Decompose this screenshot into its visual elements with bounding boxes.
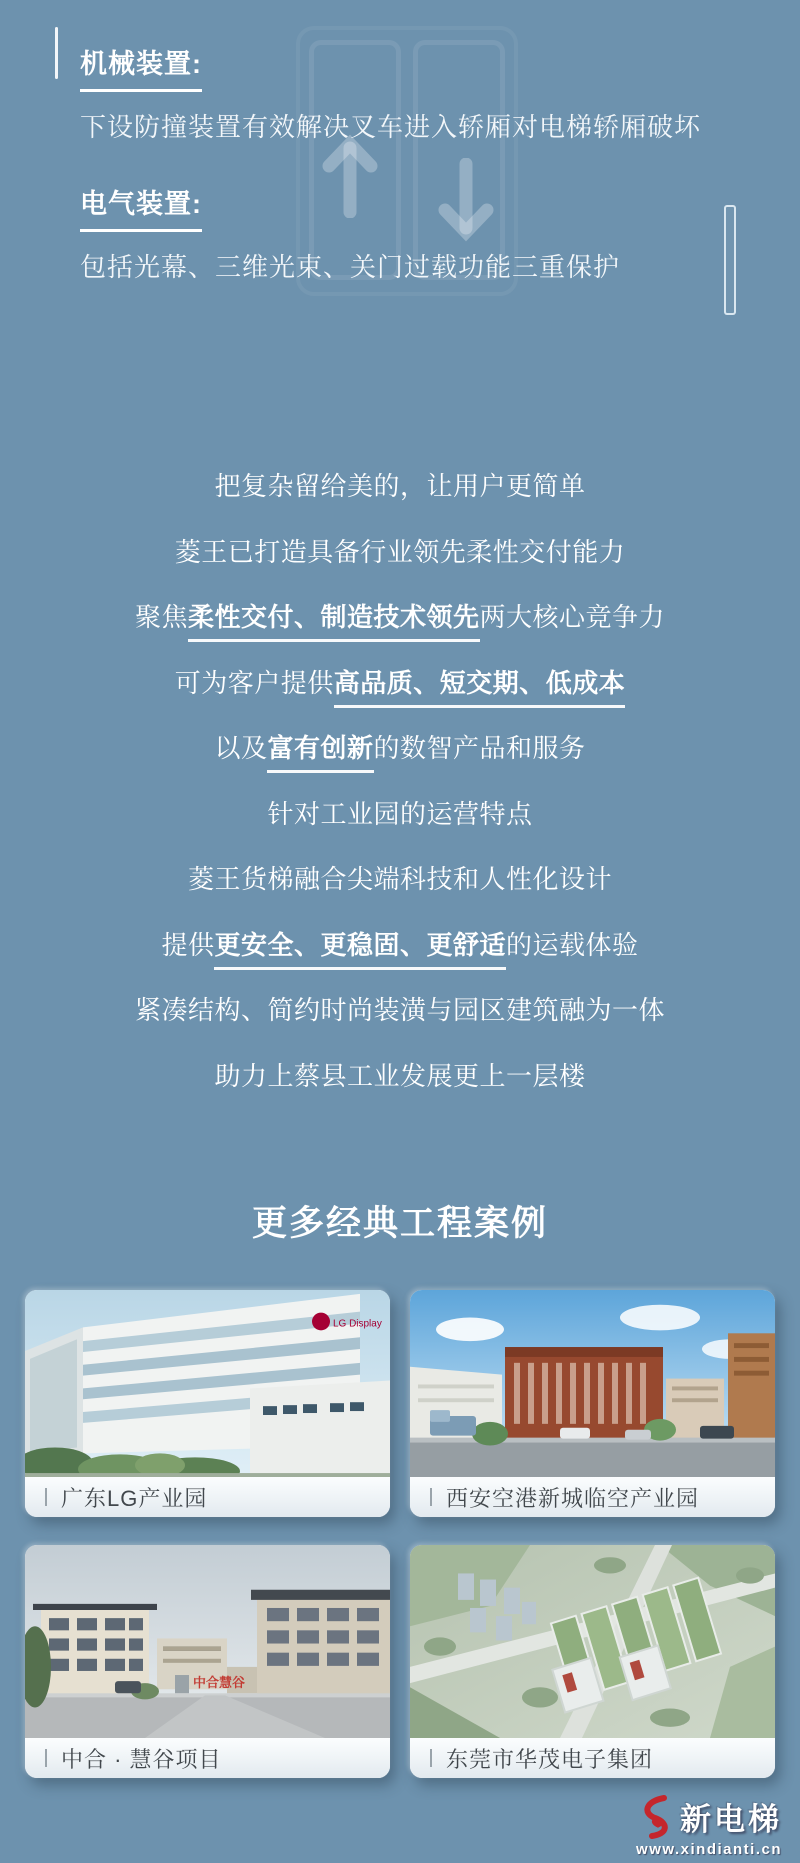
case-image-aerial-park <box>410 1545 775 1738</box>
slogan-line: 菱王已打造具备行业领先柔性交付能力 <box>174 536 626 567</box>
slogan-line: 可为客户提供高品质、短交期、低成本 <box>0 651 800 717</box>
case-caption <box>25 1477 390 1517</box>
feature-body: 下设防撞装置有效解决叉车进入轿厢对电梯轿厢破坏 <box>80 112 702 142</box>
case-image-lg-building <box>25 1290 390 1477</box>
slogan-line: 提供更安全、更稳固、更舒适的运载体验 <box>0 913 800 979</box>
case-card-dongguan-huamao <box>410 1545 775 1778</box>
caption-text: 中合 · 慧谷项目 <box>61 1746 222 1772</box>
slogan-line: 聚焦柔性交付、制造技术领先两大核心竞争力 <box>0 585 800 651</box>
case-image-xian-park <box>410 1290 775 1477</box>
slogan-line: 把复杂留给美的，让用户更简单 <box>214 471 586 501</box>
slogan-block <box>0 454 800 1109</box>
caption-tick <box>45 1749 47 1767</box>
caption-text: 东莞市华茂电子集团 <box>446 1746 654 1772</box>
brand-logo-icon <box>634 1793 676 1839</box>
feature-title: 电气装置: <box>80 182 202 232</box>
case-image-huigu-project <box>25 1545 390 1738</box>
caption-tick <box>45 1488 47 1506</box>
brand-name: 新电梯 <box>680 1801 782 1837</box>
slogan-line: 助力上蔡县工业发展更上一层楼 <box>214 1060 586 1091</box>
svg-text:LG Display: LG Display <box>333 1318 382 1330</box>
case-caption <box>410 1738 775 1778</box>
caption-tick <box>430 1488 432 1506</box>
feature-title: 机械装置: <box>80 42 202 92</box>
brand-url: www.xindianti.cn <box>636 1841 782 1858</box>
slogan-line: 紧凑结构、简约时尚装潢与园区建筑融为一体 <box>134 995 665 1025</box>
brand-logo <box>572 1793 792 1858</box>
case-card-xian-airport <box>410 1290 775 1517</box>
section-heading: 更多经典工程案例 <box>251 1204 548 1243</box>
feature-mechanical <box>80 42 701 144</box>
case-card-guangdong-lg <box>25 1290 390 1517</box>
accent-line <box>55 27 58 79</box>
slogan-line: 菱王货梯融合尖端科技和人性化设计 <box>187 864 612 894</box>
slogan-line: 以及富有创新的数智产品和服务 <box>0 716 800 782</box>
svg-text:中合慧谷: 中合慧谷 <box>193 1675 245 1691</box>
caption-text: 广东LG产业园 <box>61 1485 208 1511</box>
case-caption <box>25 1738 390 1778</box>
vertical-line-deco <box>724 205 736 315</box>
feature-electrical <box>80 182 620 284</box>
case-card-zhonghe-huigu <box>25 1545 390 1778</box>
caption-text: 西安空港新城临空产业园 <box>446 1485 700 1511</box>
caption-tick <box>430 1749 432 1767</box>
feature-body: 包括光幕、三维光束、关门过载功能三重保护 <box>80 252 621 282</box>
case-caption <box>410 1477 775 1517</box>
slogan-line: 针对工业园的运营特点 <box>267 798 533 829</box>
